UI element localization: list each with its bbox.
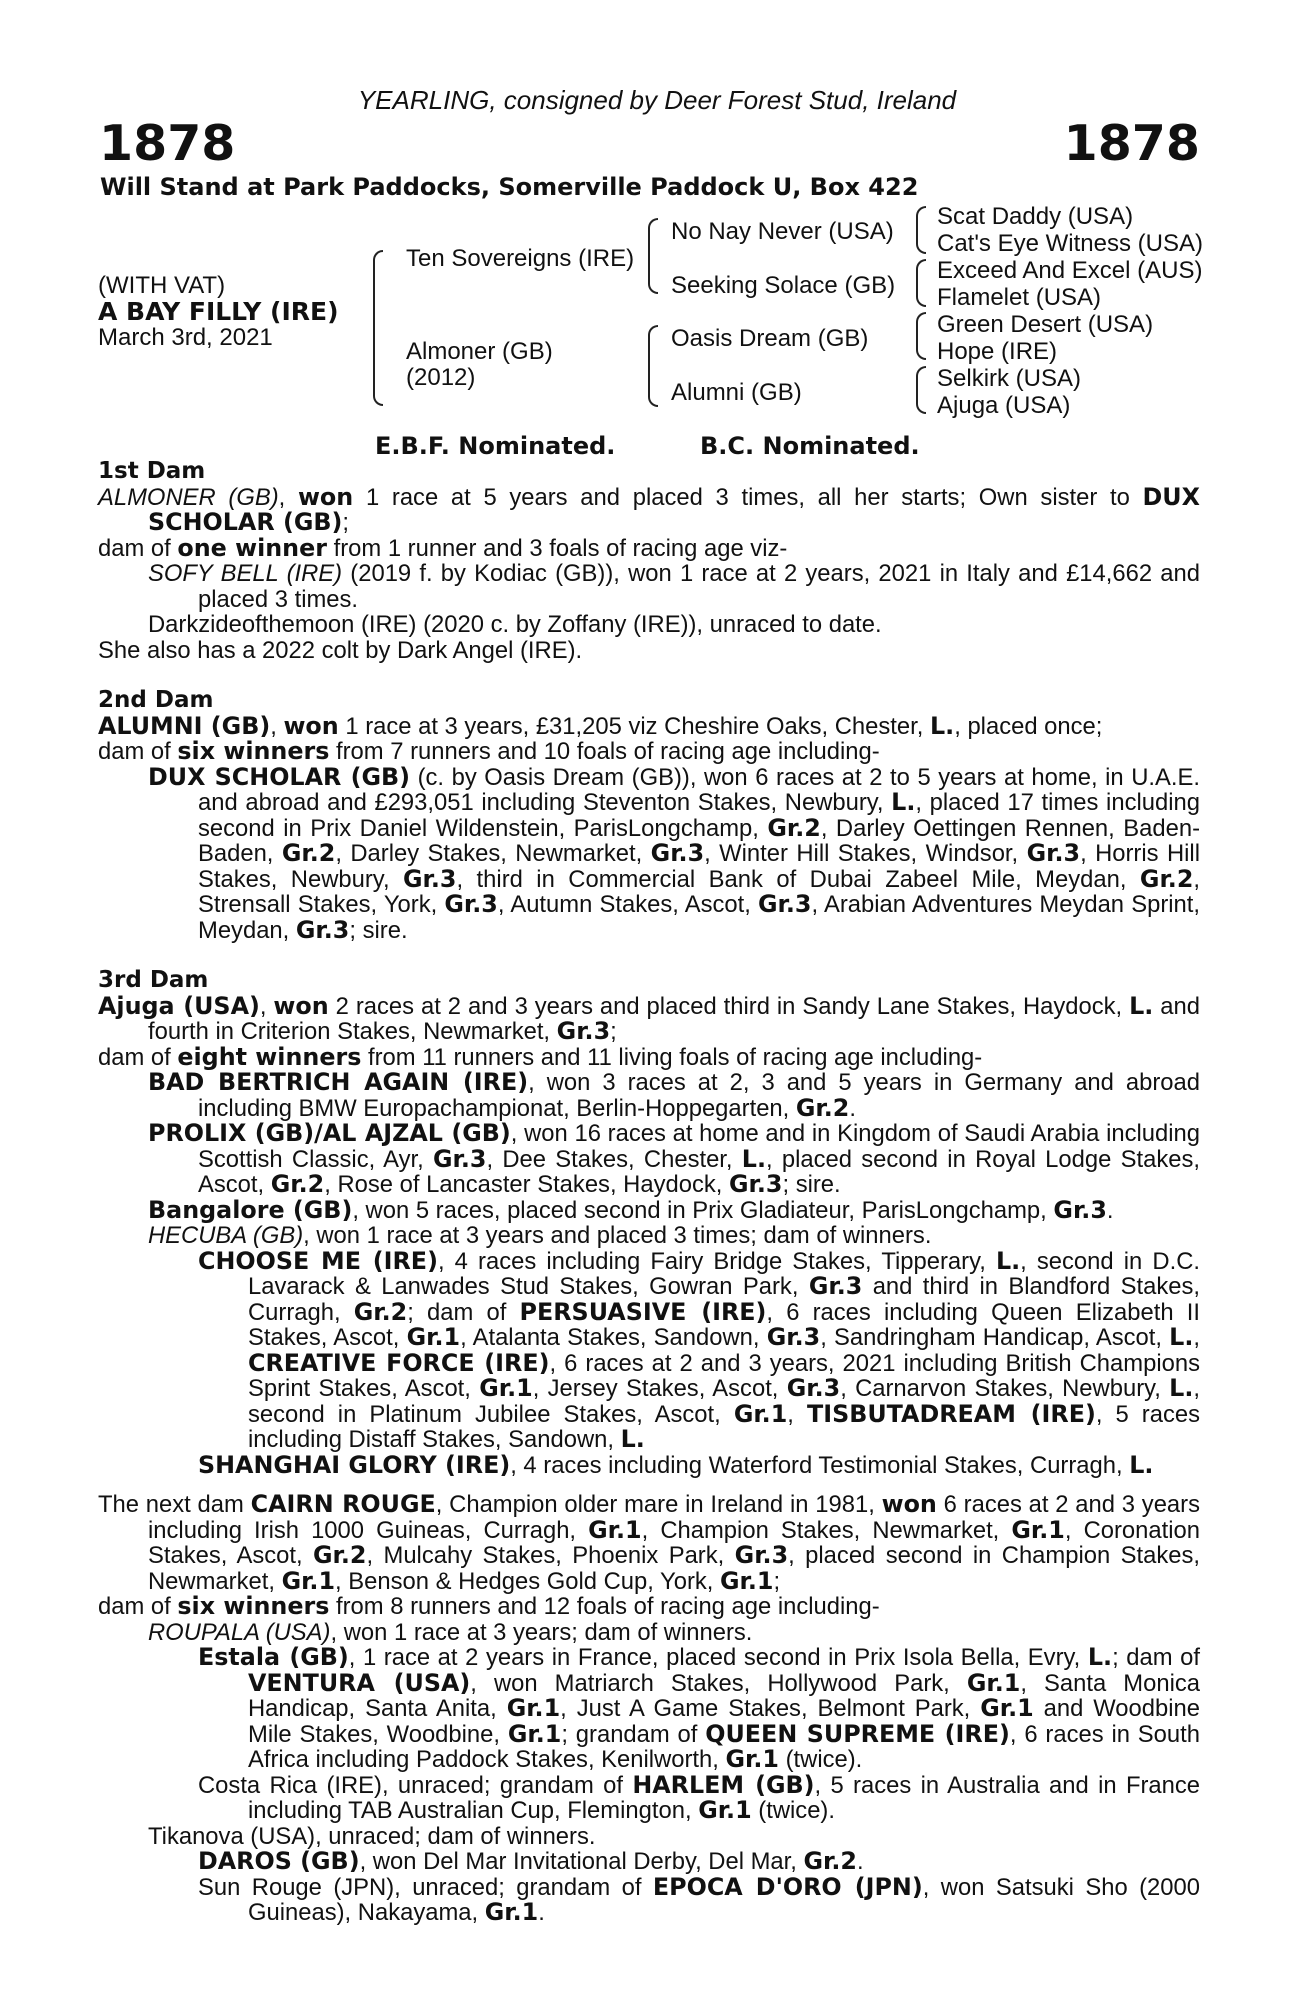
text-run: , Coronation Stakes, Ascot,: [148, 1516, 1200, 1569]
bold-text-run: ALUMNI (GB): [98, 711, 271, 740]
produce-entry: [98, 1824, 1200, 1850]
text-run: , 5 races in Australia and in France including TAB Australian Cup, Flemington,: [248, 1771, 1201, 1824]
text-run: , won 16 races at home and in Kingdom of Saudi Arabia including Scottish Classic, Ayr,: [198, 1120, 1200, 1173]
bold-text-run: Gr.2: [353, 1297, 408, 1326]
bold-text-run: L.: [1087, 1643, 1113, 1671]
text-run: ;: [342, 509, 349, 536]
bold-text-run: L.: [1169, 1374, 1194, 1402]
text-run: , Strensall Stakes, York,: [198, 865, 1201, 918]
bold-text-run: Gr.3: [1053, 1195, 1107, 1224]
bold-text-run: L.: [1169, 1323, 1194, 1351]
dam-dam: Alumni (GB): [671, 379, 802, 406]
text-run: 6 races at 2 and 3 years including Irish 1000 Guineas, Curragh,: [148, 1491, 1200, 1544]
third-dam-produce-summary: [98, 1042, 1200, 1071]
text-run: (twice).: [751, 1797, 835, 1824]
bold-text-run: Gr.1: [479, 1374, 533, 1402]
bold-text-run: CREATIVE FORCE (IRE): [248, 1348, 550, 1377]
produce-entry: [98, 1246, 1200, 1453]
bold-text-run: eight winners: [177, 1042, 362, 1071]
text-run: , 4 races including Fairy Bridge Stakes, Tipperary,: [437, 1247, 996, 1275]
bold-text-run: Gr.3: [728, 1170, 783, 1198]
dam-name: Almoner (GB): [406, 338, 553, 365]
text-run: , won 5 races, placed second in Prix Gladiateur, ParisLongchamp,: [352, 1196, 1054, 1224]
sire-name: Ten Sovereigns (IRE): [406, 245, 635, 272]
text-run: and Woodbine Mile Stakes, Woodbine,: [248, 1695, 1200, 1748]
second-dam-heading: 2nd Dam: [98, 687, 214, 713]
text-run: Costa Rica (IRE), unraced; grandam of: [198, 1771, 633, 1799]
next-dam-produce-summary: [98, 1594, 1200, 1620]
gen1-brace: [373, 250, 383, 406]
text-run: (twice).: [779, 1746, 863, 1773]
text-run: , Darley Stakes, Newmarket,: [335, 840, 651, 867]
text-run: dam of: [98, 738, 178, 765]
bold-text-run: TISBUTADREAM (IRE): [806, 1399, 1096, 1428]
text-run: , 1 race at 2 years in France, placed second in Prix Isola Bella, Evry,: [348, 1644, 1088, 1671]
text-run: ,: [259, 992, 274, 1020]
bold-text-run: Gr.2: [313, 1541, 367, 1569]
bold-text-run: Gr.3: [444, 890, 498, 918]
text-run: , Winter Hill Stakes, Windsor,: [704, 840, 1027, 867]
text-run: ;: [610, 1018, 617, 1045]
bold-text-run: Gr.3: [650, 839, 705, 867]
first-dam-produce-summary: [98, 533, 1200, 562]
text-run: , Just A Game Stakes, Belmont Park,: [560, 1695, 981, 1722]
text-run: Sun Rouge (JPN), unraced; grandam of: [198, 1873, 653, 1901]
bold-text-run: Gr.3: [766, 1323, 821, 1351]
dam-brace: [648, 325, 658, 407]
text-run: , Arabian Adventures Meydan Sprint, Meydan,: [198, 891, 1200, 944]
text-run: , placed 17 times including second in Prix Daniel Wildenstein, ParisLongchamp,: [198, 789, 1200, 842]
text-run: Darkzideofthemoon (IRE) (2020 c. by Zoffany (IRE)), unraced to date.: [148, 611, 882, 638]
text-run: ; dam of: [407, 1298, 520, 1326]
bold-text-run: Gr.1: [484, 1898, 539, 1926]
text-run: , 5 races including Distaff Stakes, Sandown,: [248, 1400, 1200, 1453]
bold-text-run: Gr.3: [786, 1374, 841, 1402]
bold-text-run: BAD BERTRICH AGAIN (IRE): [148, 1068, 529, 1096]
bold-text-run: QUEEN SUPREME (IRE): [705, 1719, 1010, 1748]
lot-number-right: 1878: [1063, 115, 1200, 172]
bold-text-run: PROLIX (GB)/AL AJZAL (GB): [148, 1119, 511, 1147]
text-run: , won 1 race at 3 years and placed 3 times; dam of winners.: [303, 1222, 932, 1249]
dam-sire-sire: Green Desert (USA): [937, 311, 1154, 338]
text-run: , Champion older mare in Ireland in 1981,: [435, 1491, 882, 1518]
bold-text-run: L.: [741, 1144, 767, 1173]
text-run: dam of: [98, 534, 178, 562]
text-run: , Darley Oettingen Rennen, Baden-Baden,: [198, 814, 1200, 867]
text-run: from 11 runners and 11 living foals of racing age including-: [361, 1043, 983, 1071]
text-run: ; sire.: [349, 916, 408, 944]
next-dam-record: [98, 1492, 1200, 1594]
lot-number-left: 1878: [99, 115, 236, 172]
sire-dam-dam: Flamelet (USA): [937, 284, 1102, 311]
bold-text-run: Gr.1: [725, 1745, 779, 1773]
text-run: , Rose of Lancaster Stakes, Haydock,: [324, 1171, 729, 1198]
bold-text-run: six winners: [177, 1592, 330, 1620]
text-run: , Autumn Stakes, Ascot,: [497, 891, 759, 918]
bold-text-run: Gr.1: [588, 1515, 642, 1544]
ds-brace: [916, 312, 926, 360]
text-run: ;: [773, 1567, 781, 1595]
bold-text-run: Gr.1: [406, 1323, 461, 1351]
horse-dob: March 3rd, 2021: [98, 324, 273, 351]
bold-text-run: Gr.3: [808, 1272, 863, 1300]
text-run: , won 1 race at 3 years; dam of winners.: [330, 1618, 753, 1646]
text-run: , Champion Stakes, Newmarket,: [641, 1516, 1012, 1544]
bold-text-run: Gr.2: [767, 813, 821, 842]
text-run: , Jersey Stakes, Ascot,: [532, 1375, 787, 1402]
text-run: , Horris Hill Stakes, Newbury,: [198, 840, 1200, 893]
produce-entry: [98, 1450, 1200, 1479]
catalogue-body: [98, 459, 1200, 1926]
bold-text-run: EPOCA D'ORO (JPN): [652, 1872, 923, 1901]
dam-sire: Oasis Dream (GB): [671, 325, 869, 352]
second-dam-record: [98, 711, 1200, 740]
bold-text-run: L.: [930, 711, 955, 740]
text-run: , 4 races including Waterford Testimonial Stakes, Curragh,: [510, 1451, 1130, 1479]
text-run: and third in Blandford Stakes, Curragh,: [248, 1273, 1200, 1326]
produce-entry: [98, 762, 1201, 944]
third-dam-record: [98, 991, 1200, 1045]
sire-sire-dam: Cat's Eye Witness (USA): [937, 230, 1203, 257]
text-run: ,: [1193, 1324, 1200, 1351]
bold-text-run: Gr.1: [506, 1694, 561, 1722]
produce-entry: [98, 1223, 1200, 1249]
text-run: The next dam: [98, 1491, 251, 1518]
dam-dam-dam: Ajuga (USA): [937, 392, 1071, 419]
bold-text-run: Gr.3: [433, 1144, 487, 1173]
text-run: ,: [787, 1400, 807, 1428]
text-run: , placed once;: [954, 712, 1103, 740]
text-run: , won Satsuki Sho (2000 Guineas), Nakayama,: [248, 1873, 1200, 1926]
produce-entry: [98, 1849, 1200, 1875]
sire-dam-sire: Exceed And Excel (AUS): [937, 257, 1203, 284]
text-run: .: [538, 1899, 545, 1926]
bold-text-run: DAROS (GB): [198, 1847, 360, 1875]
produce-entry: [98, 1121, 1200, 1198]
text-run: , Santa Monica Handicap, Santa Anita,: [248, 1669, 1200, 1722]
text-run: , Sandringham Handicap, Ascot,: [820, 1324, 1170, 1351]
produce-entry: [98, 1195, 1200, 1224]
bold-text-run: Gr.3: [403, 864, 457, 893]
second-dam-produce-summary: [98, 739, 1200, 765]
sire-brace: [648, 218, 658, 294]
bold-text-run: won: [273, 991, 329, 1020]
dam-sire-dam: Hope (IRE): [937, 338, 1058, 365]
bold-text-run: L.: [995, 1246, 1021, 1275]
text-run: dam of: [98, 1043, 178, 1071]
text-run: ,: [278, 483, 298, 511]
sire-dam: Seeking Solace (GB): [671, 272, 896, 299]
text-run: ,: [270, 712, 284, 740]
dam-year: (2012): [406, 364, 476, 391]
bold-text-run: Gr.1: [733, 1399, 788, 1428]
text-run: .: [849, 1094, 856, 1122]
bold-text-run: Gr.3: [295, 915, 350, 944]
first-dam-record: [98, 482, 1200, 536]
sire-sire-sire: Scat Daddy (USA): [937, 203, 1134, 230]
text-run: , won Del Mar Invitational Derby, Del Mar,: [359, 1848, 804, 1875]
bold-text-run: Bangalore (GB): [148, 1195, 353, 1224]
text-run: , won 3 races at 2, 3 and 5 years in Germany and abroad including BMW Europachampionat, Berlin-Hoppegarten,: [198, 1069, 1200, 1122]
bold-text-run: won: [283, 711, 339, 740]
ss-brace: [916, 206, 926, 254]
text-run: , Dee Stakes, Chester,: [486, 1145, 742, 1173]
text-run: ; grandam of: [561, 1720, 706, 1748]
bold-text-run: Gr.1: [980, 1694, 1034, 1722]
bold-text-run: Gr.2: [803, 1847, 857, 1875]
bold-text-run: Gr.2: [1139, 864, 1194, 893]
text-run: She also has a 2022 colt by Dark Angel (IRE).: [98, 636, 583, 664]
bold-text-run: PERSUASIVE (IRE): [519, 1297, 767, 1326]
text-run: from 8 runners and 12 foals of racing age including-: [329, 1593, 880, 1620]
bold-text-run: won: [881, 1490, 937, 1518]
bold-text-run: SHANGHAI GLORY (IRE): [198, 1450, 511, 1479]
text-run: , Atalanta Stakes, Sandown,: [460, 1324, 767, 1351]
text-run: ; dam of: [1112, 1644, 1200, 1671]
produce-entry: [98, 561, 1200, 612]
bold-text-run: Gr.2: [270, 1170, 325, 1198]
text-run: Tikanova (USA), unraced; dam of winners.: [148, 1822, 596, 1850]
text-run: , placed second in Royal Lodge Stakes, Ascot,: [198, 1145, 1200, 1198]
text-run: , Mulcahy Stakes, Phoenix Park,: [366, 1542, 735, 1569]
text-run: , 6 races including Queen Elizabeth II Stakes, Ascot,: [248, 1298, 1200, 1351]
bold-text-run: Gr.3: [556, 1017, 611, 1045]
text-run: .: [857, 1848, 864, 1875]
bold-text-run: L.: [891, 788, 916, 816]
produce-entry: [98, 1770, 1201, 1824]
bold-text-run: DUX SCHOLAR (GB): [148, 482, 1200, 536]
bold-text-run: Gr.3: [758, 890, 812, 918]
produce-entry: [98, 1872, 1200, 1926]
consignor-subtitle: YEARLING, consigned by Deer Forest Stud, Ireland: [357, 85, 957, 115]
text-run: , Carnarvon Stakes, Newbury,: [840, 1375, 1170, 1402]
text-run: , placed second in Champion Stakes, Newmarket,: [148, 1542, 1200, 1595]
text-run: , second in D.C. Lavarack & Lanwades Stud Stakes, Gowran Park,: [248, 1247, 1200, 1300]
bold-text-run: Estala (GB): [198, 1643, 349, 1671]
italic-text-run: SOFY BELL (IRE): [148, 560, 343, 587]
text-run: , won Matriarch Stakes, Hollywood Park,: [470, 1669, 967, 1697]
bold-text-run: VENTURA (USA): [248, 1668, 471, 1697]
dam-dam-sire: Selkirk (USA): [937, 365, 1082, 392]
produce-entry: [98, 1620, 1200, 1646]
italic-text-run: ALMONER (GB): [98, 483, 279, 511]
bold-text-run: DUX SCHOLAR (GB): [148, 762, 410, 791]
sire-sire: No Nay Never (USA): [671, 218, 894, 245]
text-run: 1 race at 3 years, £31,205 viz Cheshire Oaks, Chester,: [338, 712, 930, 740]
text-run: 1 race at 5 years and placed 3 times, all her starts; Own sister to: [353, 483, 1143, 511]
bold-text-run: CHOOSE ME (IRE): [198, 1246, 438, 1275]
sd-brace: [916, 259, 926, 307]
produce-entry: [98, 612, 1200, 638]
bold-text-run: Gr.3: [1026, 839, 1081, 867]
third-dam-heading: 3rd Dam: [98, 967, 209, 993]
text-run: from 1 runner and 3 foals of racing age viz-: [327, 534, 788, 562]
vat-note: (WITH VAT): [98, 272, 226, 299]
bold-text-run: Gr.2: [795, 1093, 850, 1122]
bold-text-run: Gr.1: [698, 1796, 752, 1824]
bold-text-run: L.: [620, 1425, 645, 1453]
venue-line: Will Stand at Park Paddocks, Somerville Paddock U, Box 422: [100, 173, 919, 201]
text-run: (2019 f. by Kodiac (GB)), won 1 race at 2 years, 2021 in Italy and £14,662 and placed 3 times.: [198, 560, 1200, 613]
text-run: , Benson & Hedges Gold Cup, York,: [335, 1567, 721, 1595]
text-run: ; sire.: [782, 1171, 841, 1198]
bold-text-run: CAIRN ROUGE: [250, 1490, 436, 1518]
text-run: , third in Commercial Bank of Dubai Zabeel Mile, Meydan,: [456, 865, 1140, 893]
text-run: (c. by Oasis Dream (GB)), won 6 races at 2 to 5 years at home, in U.A.E. and abroad and £293,051 including Steventon Stakes, Newbury,: [198, 763, 1200, 816]
bold-text-run: Ajuga (USA): [98, 991, 260, 1020]
text-run: , 6 races in South Africa including Paddock Stakes, Kenilworth,: [248, 1720, 1200, 1773]
text-run: .: [1106, 1196, 1114, 1224]
dd-brace: [916, 366, 926, 414]
bold-text-run: one winner: [177, 533, 327, 562]
bold-text-run: HARLEM (GB): [632, 1770, 815, 1799]
produce-entry: [98, 1645, 1200, 1773]
text-run: 2 races at 2 and 3 years and placed third in Sandy Lane Stakes, Haydock,: [328, 992, 1130, 1020]
bold-text-run: Gr.1: [966, 1668, 1021, 1697]
horse-name: A BAY FILLY (IRE): [98, 297, 339, 326]
italic-text-run: ROUPALA (USA): [148, 1618, 331, 1646]
ebf-nomination: E.B.F. Nominated.: [375, 432, 616, 460]
text-run: , second in Platinum Jubilee Stakes, Ascot,: [248, 1375, 1200, 1428]
bold-text-run: six winners: [177, 737, 330, 765]
bold-text-run: L.: [1129, 1450, 1154, 1479]
bc-nomination: B.C. Nominated.: [700, 432, 920, 460]
bold-text-run: Gr.1: [281, 1566, 336, 1595]
bold-text-run: Gr.1: [1011, 1515, 1065, 1544]
bold-text-run: won: [297, 482, 354, 511]
bold-text-run: Gr.2: [281, 839, 336, 867]
italic-text-run: HECUBA (GB): [148, 1222, 304, 1249]
bold-text-run: Gr.1: [720, 1566, 774, 1595]
text-run: dam of: [98, 1593, 178, 1620]
text-run: , 6 races at 2 and 3 years, 2021 including British Champions Sprint Stakes, Ascot,: [248, 1349, 1200, 1402]
text-run: from 7 runners and 10 foals of racing age including-: [329, 738, 880, 765]
bold-text-run: Gr.3: [734, 1541, 789, 1569]
text-run: and fourth in Criterion Stakes, Newmarket,: [148, 992, 1200, 1045]
first-dam-heading: 1st Dam: [98, 458, 206, 484]
produce-note: [98, 638, 1200, 664]
bold-text-run: L.: [1129, 991, 1154, 1020]
produce-entry: [98, 1070, 1200, 1121]
bold-text-run: Gr.1: [507, 1719, 562, 1748]
